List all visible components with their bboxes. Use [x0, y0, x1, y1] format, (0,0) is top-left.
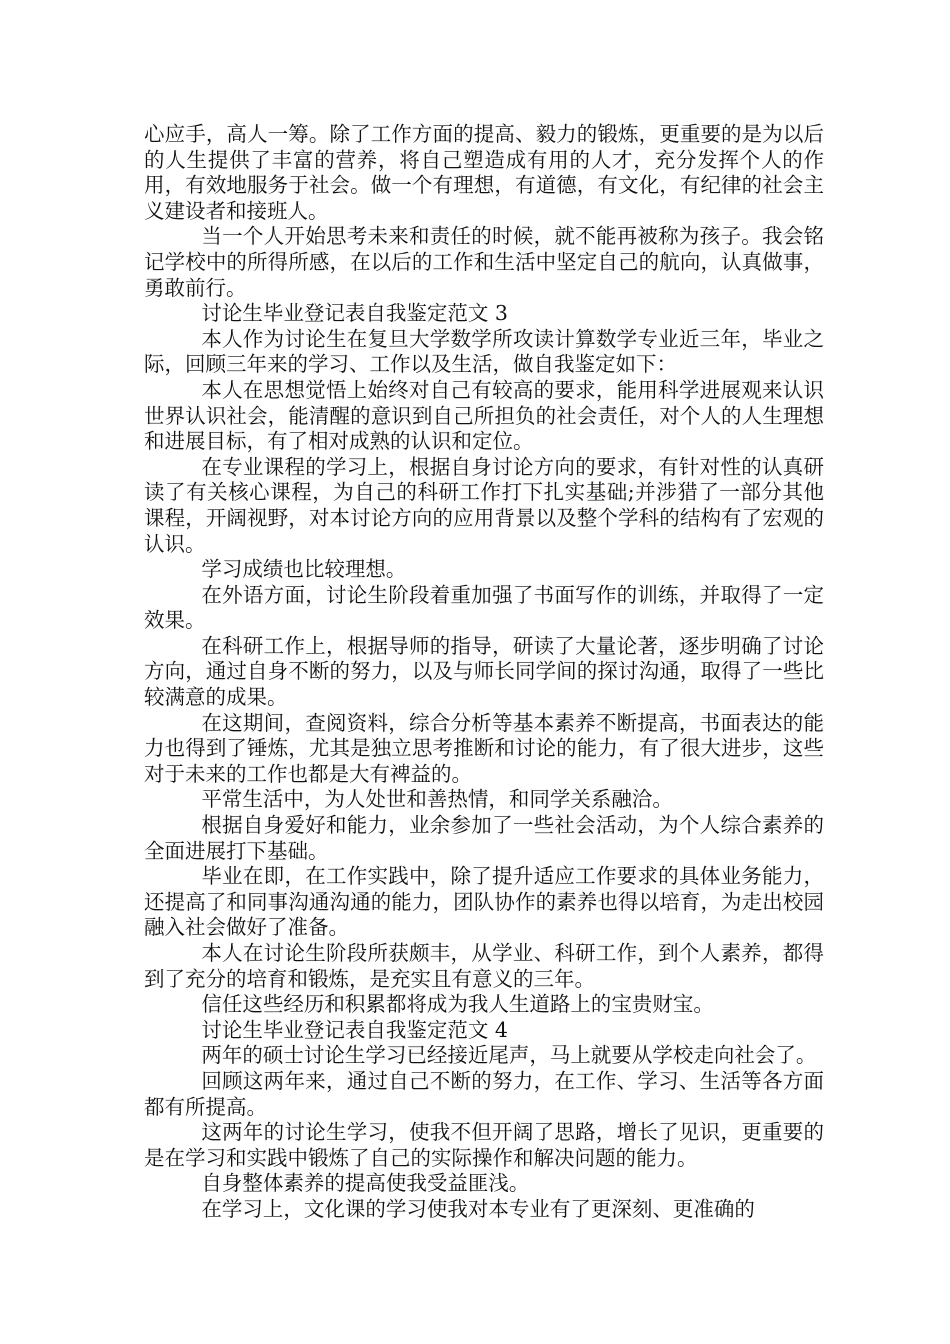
paragraph-2: 当一个人开始思考未来和责任的时候，就不能再被称为孩子。我会铭记学校中的所得所感，在以后的工作和生活中坚定自己的航向，认真做事，勇敢前行。 — [144, 224, 824, 300]
paragraph-15: 信任这些经历和积累都将成为我人生道路上的宝贵财宝。 — [201, 992, 714, 1017]
paragraph-19: 这两年的讨论生学习，使我不但开阔了思路，增长了见识，更重要的是在学习和实践中锻炼了自己的实际操作和解决问题的能力。 — [144, 1120, 824, 1170]
paragraph-5: 本人在思想觉悟上始终对自己有较高的要求，能用科学进展观来认识世界认识社会，能清醒的意识到自己所担负的社会责任，对个人的人生理想和进展目标，有了相对成熟的认识和定位。 — [144, 377, 824, 454]
paragraph-18: 回顾这两年来，通过自己不断的努力，在工作、学习、生活等各方面都有所提高。 — [144, 1068, 824, 1119]
paragraph-17: 两年的硕士讨论生学习已经接近尾声，马上就要从学校走向社会了。 — [201, 1043, 817, 1068]
paragraph-11: 平常生活中，为人处世和善热情，和同学关系融洽。 — [201, 787, 673, 812]
paragraph-8: 在外语方面，讨论生阶段着重加强了书面写作的训练，并取得了一定效果。 — [144, 582, 824, 633]
paragraph-12: 根据自身爱好和能力，业余参加了一些社会活动，为个人综合素养的全面进展打下基础。 — [144, 813, 824, 863]
paragraph-7: 学习成绩也比较理想。 — [201, 557, 407, 582]
paragraph-6: 在专业课程的学习上，根据自身讨论方向的要求，有针对性的认真研读了有关核心课程，为自己的科研工作打下扎实基础;并涉猎了一部分其他课程，开阔视野，对本讨论方向的应用背景以及整个学科的结构有了宏观的认识。 — [144, 454, 824, 556]
paragraph-20: 自身整体素养的提高使我受益匪浅。 — [201, 1171, 530, 1196]
paragraph-9: 在科研工作上，根据导师的指导，研读了大量论著，逐步明确了讨论方向，通过自身不断的努力，以及与师长同学间的探讨沟通，取得了一些比较满意的成果。 — [144, 633, 824, 710]
paragraph-13: 毕业在即，在工作实践中，除了提升适应工作要求的具体业务能力，还提高了和同事沟通沟通的能力，团队协作的素养也得以培育，为走出校园融入社会做好了准备。 — [144, 864, 824, 940]
document-page — [144, 122, 824, 1223]
section-heading-3: 讨论生毕业登记表自我鉴定范文 3 — [201, 301, 508, 326]
paragraph-10: 在这期间，查阅资料，综合分析等基本素养不断提高，书面表达的能力也得到了锤炼，尤其是独立思考推断和讨论的能力，有了很大进步，这些对于未来的工作也都是大有裨益的。 — [144, 710, 824, 786]
paragraph-14: 本人在讨论生阶段所获颇丰，从学业、科研工作，到个人素养，都得到了充分的培育和锻炼，是充实且有意义的三年。 — [144, 941, 824, 991]
paragraph-1: 心应手，高人一筹。除了工作方面的提高、毅力的锻炼，更重要的是为以后的人生提供了丰富的营养，将自己塑造成有用的人才，充分发挥个人的作用，有效地服务于社会。做一个有理想，有道德，有文化，有纪律的社会主义建设者和接班人。 — [144, 122, 824, 223]
paragraph-21: 在学习上，文化课的学习使我对本专业有了更深刻、更准确的 — [201, 1196, 755, 1221]
section-heading-4: 讨论生毕业登记表自我鉴定范文 4 — [201, 1017, 508, 1042]
paragraph-4: 本人作为讨论生在复旦大学数学所攻读计算数学专业近三年，毕业之际，回顾三年来的学习、工作以及生活，做自我鉴定如下： — [144, 326, 824, 377]
